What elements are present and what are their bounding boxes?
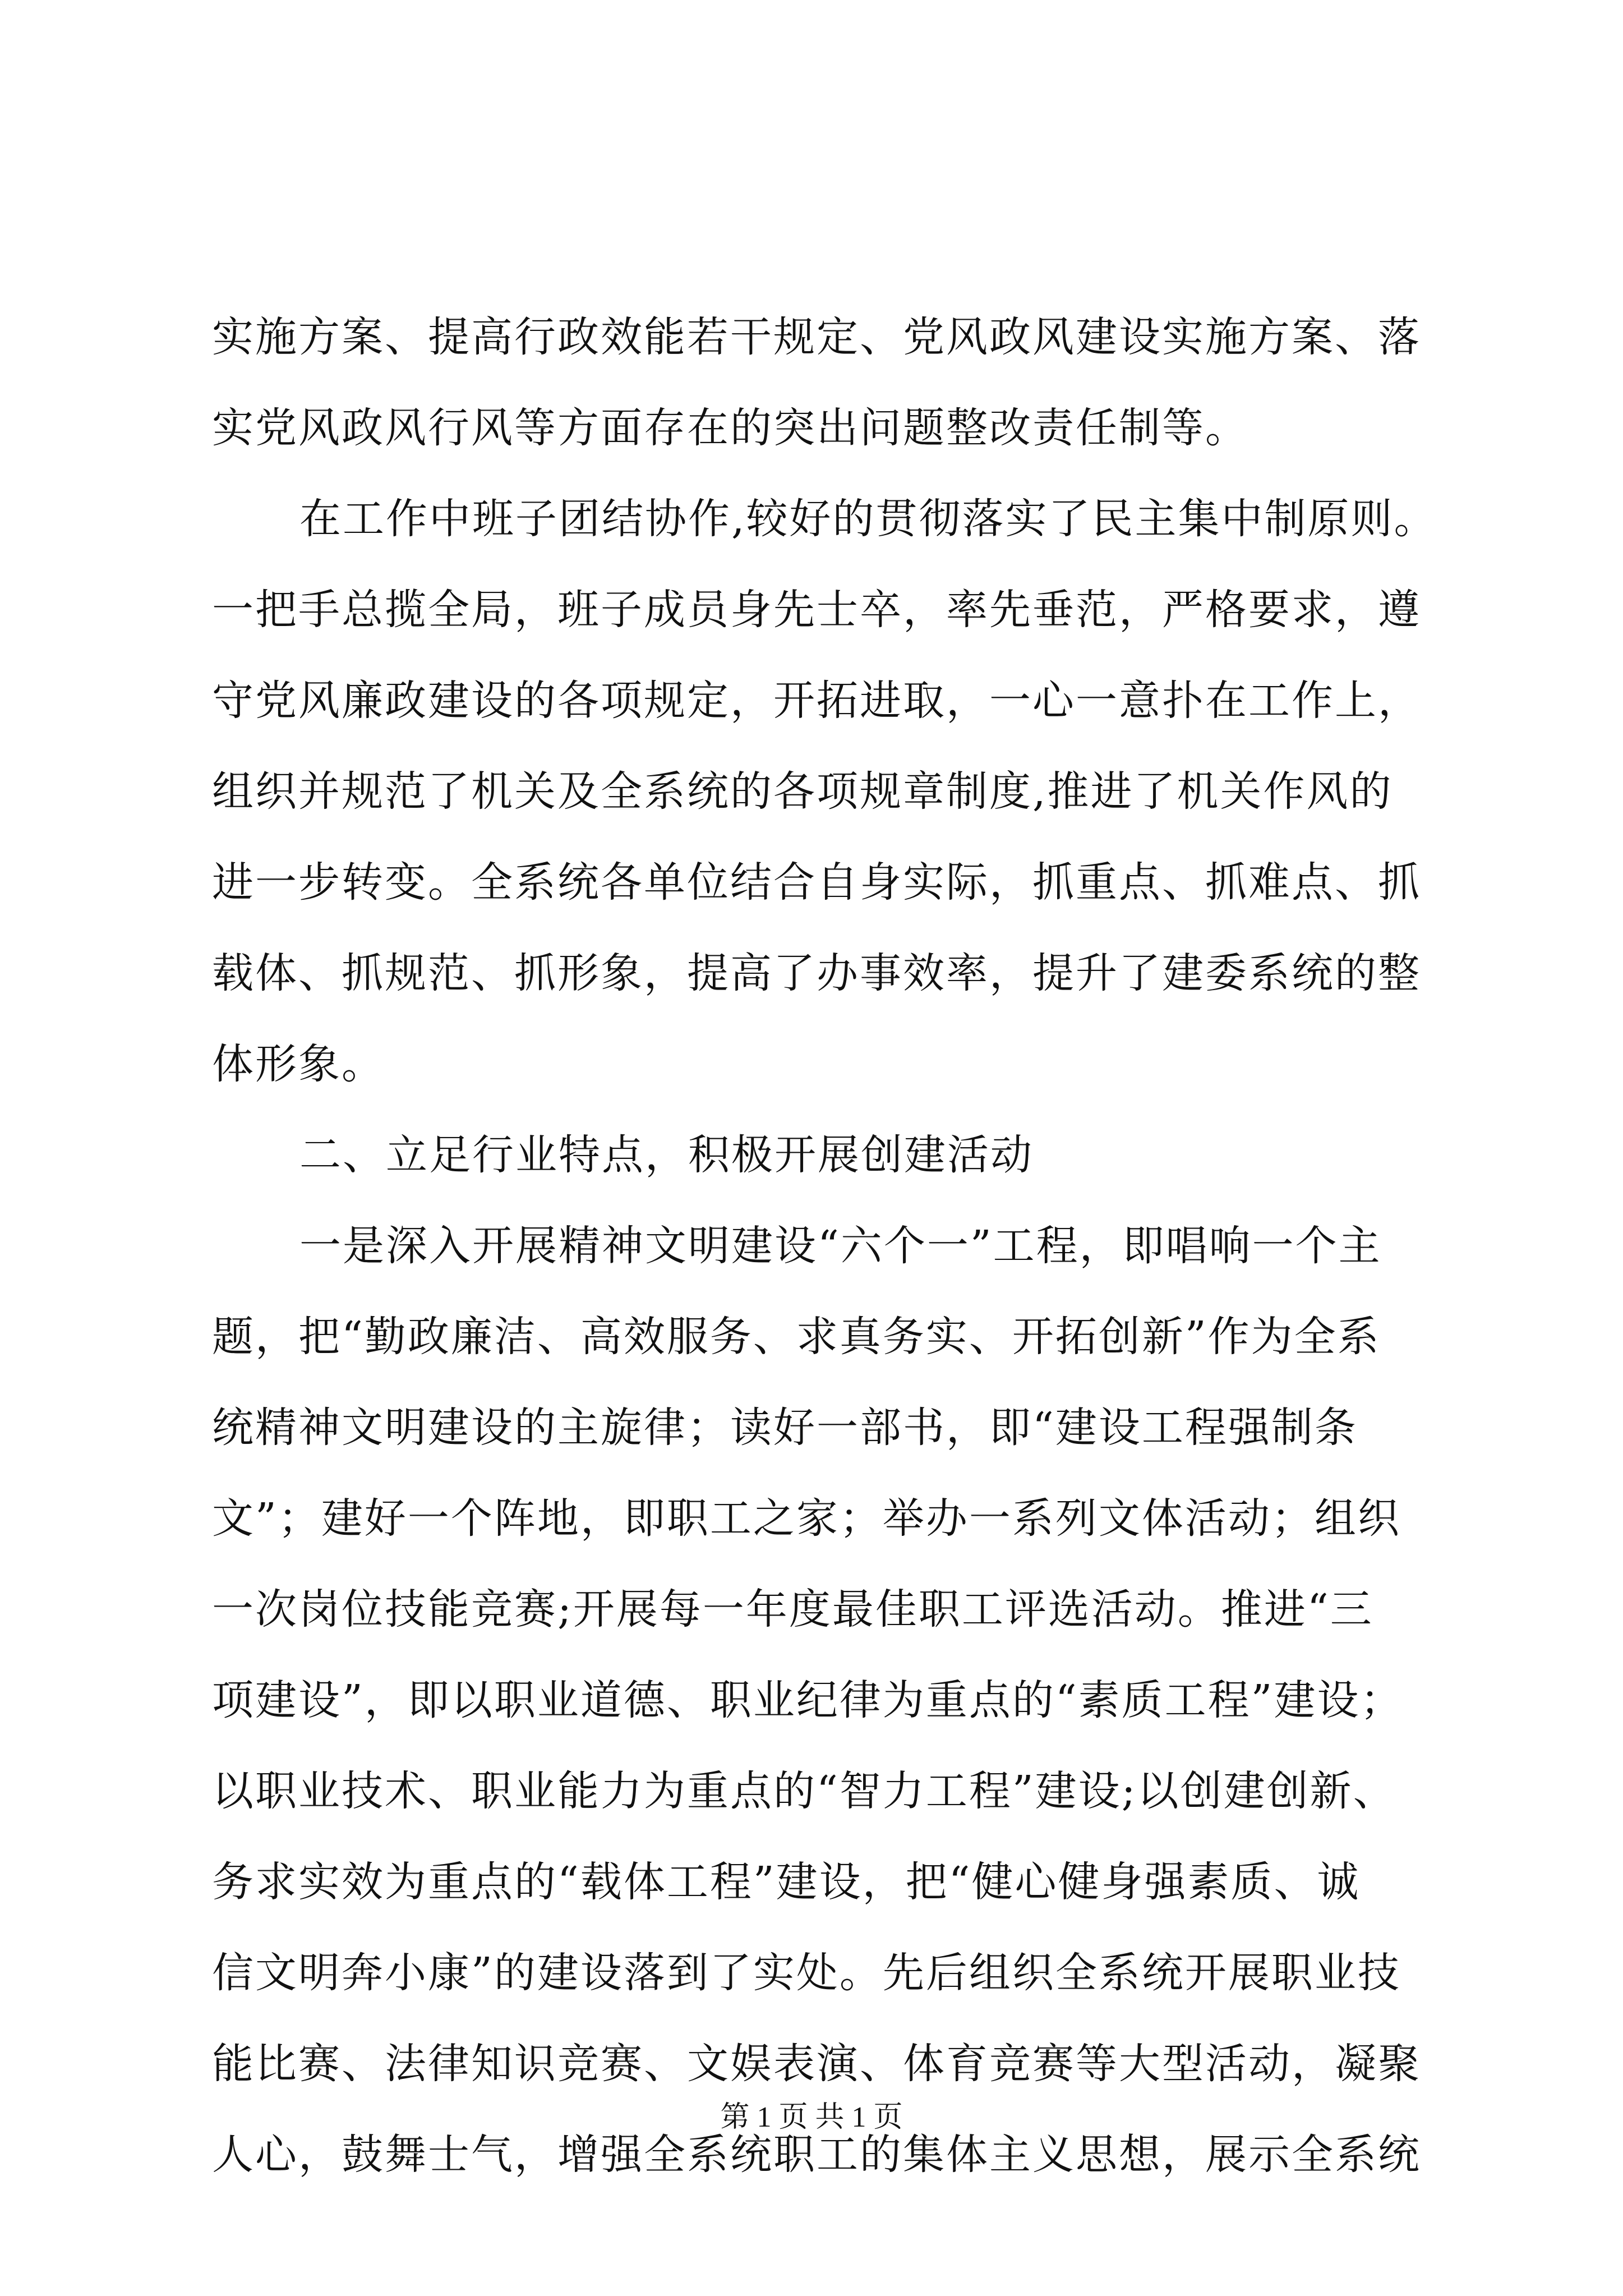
- text-line: 守党风廉政建设的各项规定，开拓进取，一心一意扑在工作上，: [212, 677, 1421, 725]
- text-line: 务求实效为重点的“载体工程”建设，把“健心健身强素质、诚: [212, 1858, 1361, 1906]
- text-line: 进一步转变。全系统各单位结合自身实际，抓重点、抓难点、抓: [212, 858, 1421, 907]
- text-line: 载体、抓规范、抓形象，提高了办事效率，提升了建委系统的整: [212, 949, 1421, 997]
- text-line: 人心，鼓舞士气，增强全系统职工的集体主义思想，展示全系统: [212, 2131, 1421, 2179]
- paragraph-start-line: 在工作中班子团结协作,较好的贯彻落实了民主集中制原则。: [299, 495, 1437, 543]
- text-line: 实党风政风行风等方面存在的突出问题整改责任制等。: [212, 404, 1248, 452]
- document-body: [212, 292, 1496, 2200]
- text-line: 实施方案、提高行政效能若干规定、党风政风建设实施方案、落: [212, 313, 1421, 361]
- paragraph-start-line: 一是深入开展精神文明建设“六个一”工程，即唱响一个主: [299, 1222, 1382, 1270]
- text-line: 组织并规范了机关及全系统的各项规章制度,推进了机关作风的: [212, 767, 1393, 816]
- text-line: 一把手总揽全局，班子成员身先士卒，率先垂范，严格要求，遵: [212, 586, 1421, 634]
- text-line: 题，把“勤政廉洁、高效服务、求真务实、开拓创新”作为全系: [212, 1313, 1381, 1361]
- text-line: 文”；建好一个阵地，即职工之家；举办一系列文体活动；组织: [212, 1494, 1401, 1543]
- text-line: 统精神文明建设的主旋律；读好一部书，即“建设工程强制条: [212, 1404, 1358, 1452]
- text-line: 以职业技术、职业能力为重点的“智力工程”建设;以创建创新、: [212, 1767, 1396, 1815]
- page-number-footer: 第 1 页 共 1 页: [720, 2101, 903, 2133]
- text-line: 体形象。: [212, 1040, 385, 1088]
- text-line: 信文明奔小康”的建设落到了实处。先后组织全系统开展职业技: [212, 1949, 1401, 1997]
- text-line: 能比赛、法律知识竞赛、文娱表演、体育竞赛等大型活动，凝聚: [212, 2040, 1421, 2088]
- text-line: 一次岗位技能竞赛;开展每一年度最佳职工评选活动。推进“三: [212, 1585, 1373, 1634]
- section-heading: 二、立足行业特点，积极开展创建活动: [299, 1131, 1034, 1179]
- text-line: 项建设”，即以职业道德、职业纪律为重点的“素质工程”建设；: [212, 1676, 1404, 1724]
